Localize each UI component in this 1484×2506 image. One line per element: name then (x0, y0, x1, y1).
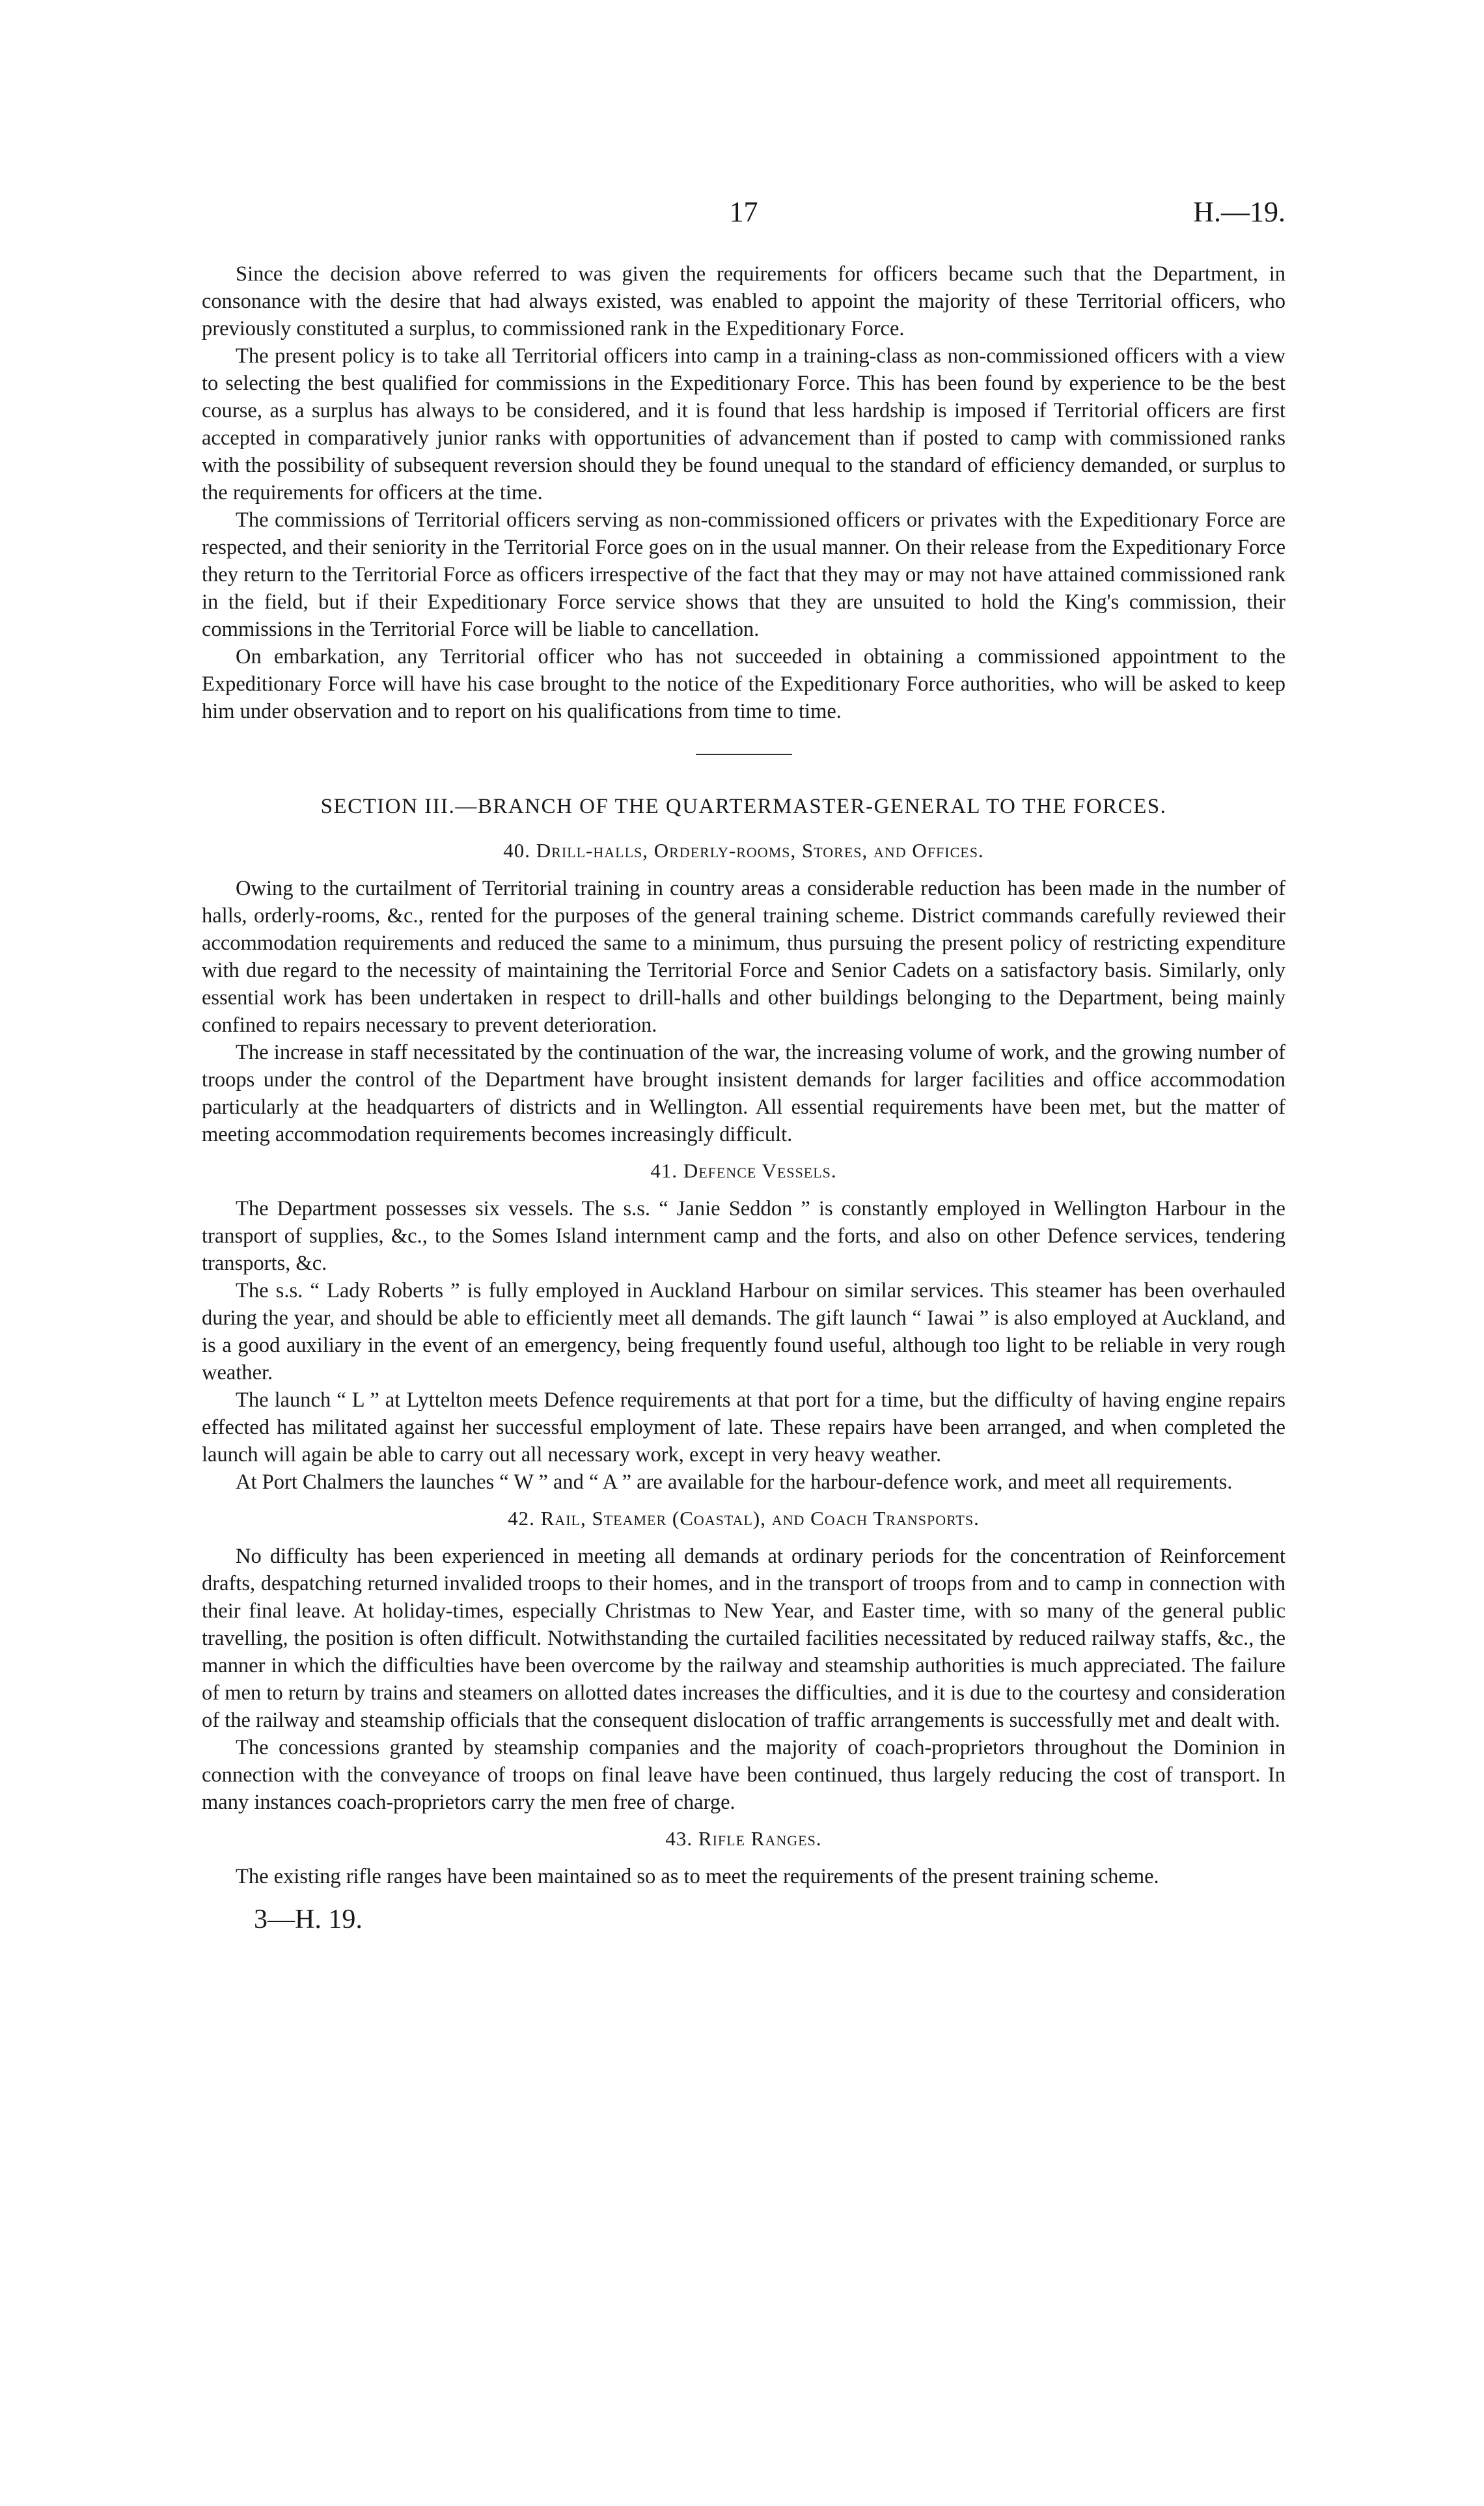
paragraph: The launch “ L ” at Lyttelton meets Defence requirements at that port for a time, but the difficulty of having engine repairs effected has militated against her successful employment of late. These repairs have been arranged, and when completed the launch will again be able to carry out all necessary work, except in very heavy weather. (202, 1388, 1285, 1466)
signature-mark: 3—H. 19. (254, 1905, 363, 1935)
subsection-43 (202, 1825, 1285, 1890)
paragraph: Since the decision above referred to was given the requirements for officers became such that the Department, in consonance with the desire that had always existed, was enabled to appoint the majority of these Territorial officers, who previously constituted a surplus, to commissioned rank in the Expeditionary Force. (202, 262, 1285, 340)
page-number: 17 (729, 196, 758, 228)
paragraph: No difficulty has been experienced in meeting all demands at ordinary periods for the concentration of Reinforcement drafts, despatching returned invalided troops to their homes, and in the transport of troops from and to camp in connection with their final leave. At holiday-times, especially Christmas to New Year, and Easter time, with so many of the general public travelling, the position is often difficult. Notwithstanding the curtailed facilities necessitated by reduced railway staffs, &c., the manner in which the difficulties have been overcome by the railway and steamship authorities is much appreciated. The failure of men to return by trains and steamers on allotted dates increases the difficulties, and it is due to the courtesy and consideration of the railway and steamship officials that the consequent dislocation of traffic arrangements is successfully met and dealt with. (202, 1545, 1285, 1732)
paragraph: At Port Chalmers the launches “ W ” and “ A ” are available for the harbour-defence work, and meet all requirements. (236, 1470, 1233, 1494)
paragraph: The concessions granted by steamship companies and the majority of coach-proprietors throughout the Dominion in connection with the conveyance of troops on final leave have been continued, thus largely reducing the cost of transport. In many instances coach-proprietors carry the men free of charge. (202, 1736, 1285, 1814)
document-reference: H.—19. (1193, 196, 1285, 228)
paragraph: The increase in staff necessitated by the continuation of the war, the increasing volume of work, and the growing number of troops under the control of the Department have brought insistent demands for larger facilities and office accommodation particularly at the headquarters of districts and in Wellington. All essential requirements have been met, but the matter of meeting accommodation requirements becomes increasingly difficult. (202, 1041, 1285, 1146)
paragraph: The commissions of Territorial officers serving as non-commissioned officers or privates with the Expeditionary Force are respected, and their seniority in the Territorial Force goes on in the usual manner. On their release from the Expeditionary Force they return to the Territorial Force as officers irrespective of the fact that they may or may not have attained commissioned rank in the field, but if their Expeditionary Force service shows that they are unsuited to hold the King's commission, their commissions in the Territorial Force will be liable to cancellation. (202, 508, 1285, 641)
subsection-40 (202, 837, 1285, 1148)
section-divider (696, 754, 792, 755)
subsection-heading: 40. Drill-halls, Orderly-rooms, Stores, and Offices. (503, 839, 984, 862)
paragraph: The present policy is to take all Territorial officers into camp in a training-class as non-commissioned officers with a view to selecting the best qualified for commissions in the Expeditionary Force. This has been found by experience to be the best course, as a surplus has always to be considered, and it is found that less hardship is imposed if Territorial officers are first accepted in comparatively junior ranks with opportunities of advancement than if posted to camp with commissioned ranks with the possibility of subsequent reversion should they be found unequal to the standard of efficiency demanded, or surplus to the requirements for officers at the time. (202, 344, 1285, 504)
section-title: SECTION III.—BRANCH OF THE QUARTERMASTER-GENERAL TO THE FORCES. (320, 795, 1167, 818)
subsection-heading: 42. Rail, Steamer (Coastal), and Coach Transports. (508, 1507, 980, 1530)
paragraph: The Department possesses six vessels. The s.s. “ Janie Seddon ” is constantly employed in Wellington Harbour in the transport of supplies, &c., to the Somes Island internment camp and the forts, and also on other Defence services, tendering transports, &c. (202, 1197, 1285, 1275)
page-header (202, 195, 1285, 234)
paragraph: The existing rifle ranges have been maintained so as to meet the requirements of the present training scheme. (236, 1865, 1159, 1888)
page-body (202, 260, 1285, 1933)
subsection-41 (202, 1157, 1285, 1496)
subsection-heading: 43. Rifle Ranges. (665, 1827, 822, 1850)
paragraph: On embarkation, any Territorial officer who has not succeeded in obtaining a commissioned appointment to the Expeditionary Force will have his case brought to the notice of the Expeditionary Force authorities, who will be asked to keep him under observation and to report on his qualifications from time to time. (202, 645, 1285, 723)
paragraph: Owing to the curtailment of Territorial training in country areas a considerable reduction has been made in the number of halls, orderly-rooms, &c., rented for the purposes of the general training scheme. District commands carefully reviewed their accommodation requirements and reduced the same to a minimum, thus pursuing the present policy of restricting expenditure with due regard to the necessity of maintaining the Territorial Force and Senior Cadets on a satisfactory basis. Similarly, only essential work has been undertaken in respect to drill-halls and other buildings belonging to the Department, being mainly confined to repairs necessary to prevent deterioration. (202, 877, 1285, 1037)
intro-section (202, 260, 1285, 725)
subsection-42 (202, 1505, 1285, 1816)
paragraph: The s.s. “ Lady Roberts ” is fully employed in Auckland Harbour on similar services. This steamer has been overhauled during the year, and should be able to efficiently meet all demands. The gift launch “ Iawai ” is also employed at Auckland, and is a good auxiliary in the event of an emergency, being frequently found useful, although too light to be reliable in very rough weather. (202, 1279, 1285, 1384)
subsection-heading: 41. Defence Vessels. (650, 1159, 837, 1182)
